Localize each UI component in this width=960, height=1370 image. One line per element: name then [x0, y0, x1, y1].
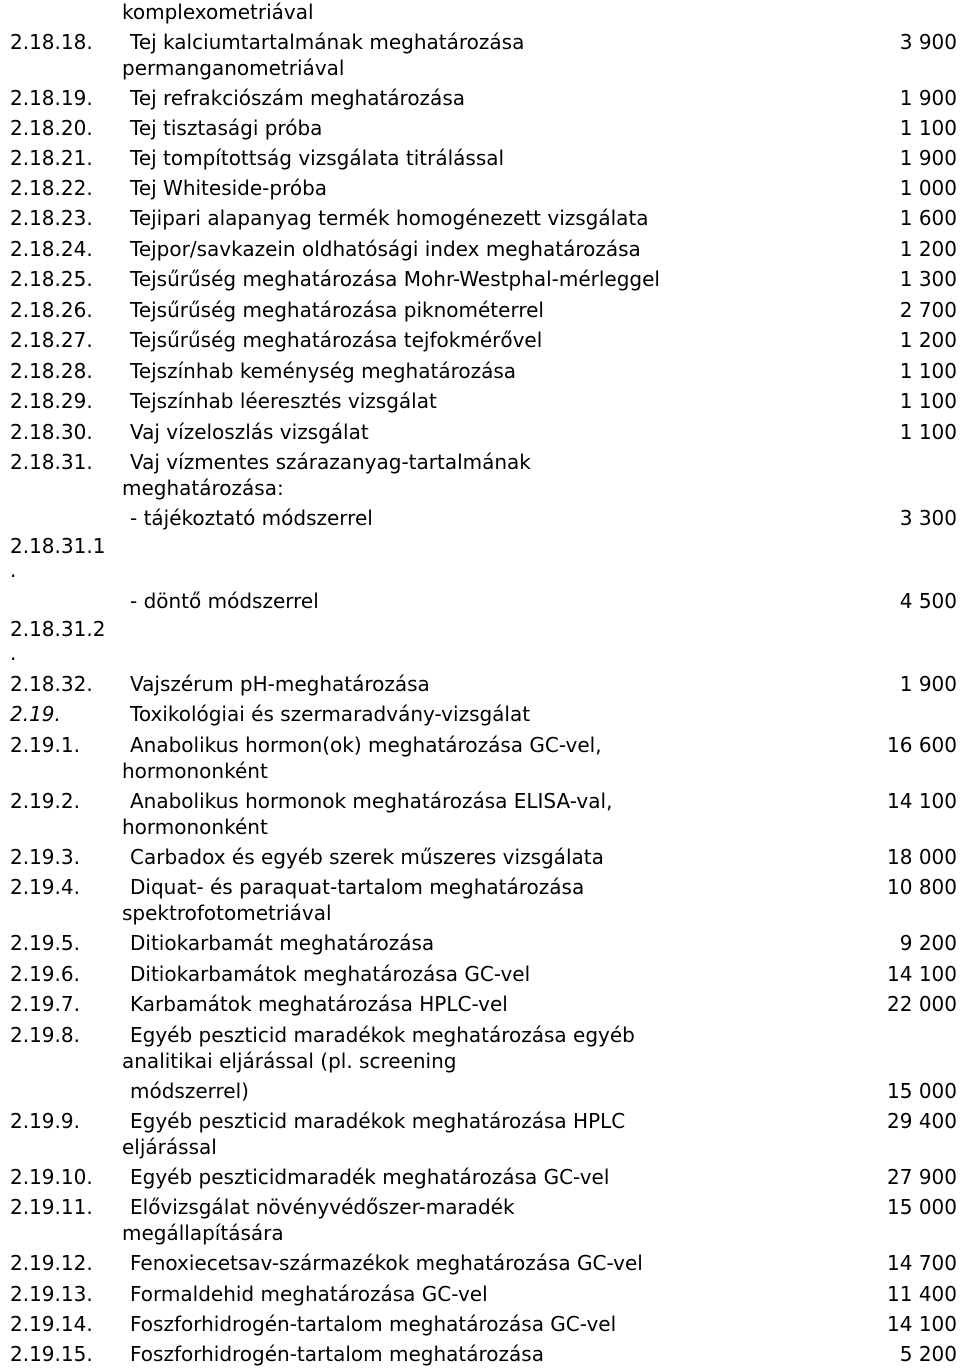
row-description: Ditiokarbamátok meghatározása GC-vel [130, 962, 531, 986]
row-code-continued: . [10, 641, 17, 665]
row-code: 2.18.31.2 [10, 617, 106, 641]
row-description: Carbadox és egyéb szerek műszeres vizsgálata [130, 845, 604, 869]
section-code: 2.19. [10, 702, 61, 726]
row-description: Tej kalciumtartalmának meghatározása [130, 30, 525, 54]
row-description: Tejipari alapanyag termék homogénezett vizsgálata [130, 206, 649, 230]
row-description: Tejsűrűség meghatározása tejfokmérővel [130, 328, 543, 352]
row-description: Tejsűrűség meghatározása piknométerrel [130, 298, 544, 322]
row-price: 3 300 [899, 506, 957, 530]
row-description: Anabolikus hormonok meghatározása ELISA-val, [130, 789, 613, 813]
row-price: 1 900 [899, 672, 957, 696]
row-price: 2 700 [899, 298, 957, 322]
row-description: Karbamátok meghatározása HPLC-vel [130, 992, 508, 1016]
row-price: 5 200 [899, 1342, 957, 1366]
row-price: 27 900 [887, 1165, 957, 1189]
row-code: 2.18.31. [10, 450, 93, 474]
row-description: Tejpor/savkazein oldhatósági index meghatározása [130, 237, 641, 261]
row-code: 2.19.9. [10, 1109, 80, 1133]
row-description-continued: analitikai eljárással (pl. screening [122, 1049, 457, 1073]
row-description-continued: hormononként [122, 815, 268, 839]
row-description: Ditiokarbamát meghatározása [130, 931, 435, 955]
row-code: 2.19.3. [10, 845, 80, 869]
row-price: 1 100 [899, 389, 957, 413]
row-price: 29 400 [887, 1109, 957, 1133]
row-description-continued: megállapítására [122, 1221, 284, 1245]
row-description: Diquat- és paraquat-tartalom meghatározása [130, 875, 585, 899]
row-code: 2.19.2. [10, 789, 80, 813]
row-description: módszerrel) [130, 1079, 249, 1103]
row-code: 2.18.32. [10, 672, 93, 696]
row-price: 14 700 [887, 1251, 957, 1275]
row-code: 2.18.21. [10, 146, 93, 170]
row-description: - döntő módszerrel [130, 589, 319, 613]
row-description: Tej refrakciószám meghatározása [130, 86, 465, 110]
row-description: - tájékoztató módszerrel [130, 506, 373, 530]
row-price: 1 100 [899, 420, 957, 444]
row-code: 2.19.1. [10, 733, 80, 757]
row-price: 10 800 [887, 875, 957, 899]
row-code: 2.18.22. [10, 176, 93, 200]
row-price: 1 900 [899, 146, 957, 170]
row-price: 11 400 [887, 1282, 957, 1306]
row-price: 14 100 [887, 962, 957, 986]
row-description: Vaj vízmentes szárazanyag-tartalmának [130, 450, 531, 474]
row-code-continued: . [10, 558, 17, 582]
row-description: Tejszínhab léeresztés vizsgálat [130, 389, 437, 413]
row-description: Egyéb peszticid maradékok meghatározása HPLC [130, 1109, 626, 1133]
row-price: 9 200 [899, 931, 957, 955]
row-description: Foszforhidrogén-tartalom meghatározása GC-vel [130, 1312, 617, 1336]
row-code: 2.18.20. [10, 116, 93, 140]
row-price: 1 200 [899, 328, 957, 352]
row-price: 4 500 [899, 589, 957, 613]
row-price: 16 600 [887, 733, 957, 757]
row-code: 2.19.14. [10, 1312, 93, 1336]
row-description-continued: eljárással [122, 1135, 217, 1159]
section-title: Toxikológiai és szermaradvány-vizsgálat [130, 702, 531, 726]
row-description: Foszforhidrogén-tartalom meghatározása [130, 1342, 544, 1366]
row-code: 2.18.23. [10, 206, 93, 230]
row-price: 22 000 [887, 992, 957, 1016]
row-code: 2.19.11. [10, 1195, 93, 1219]
row-price: 1 600 [899, 206, 957, 230]
row-code: 2.19.10. [10, 1165, 93, 1189]
row-code: 2.19.6. [10, 962, 80, 986]
row-description: Anabolikus hormon(ok) meghatározása GC-vel, [130, 733, 602, 757]
row-code: 2.18.19. [10, 86, 93, 110]
row-code: 2.18.28. [10, 359, 93, 383]
row-code: 2.19.12. [10, 1251, 93, 1275]
row-description-continued: permanganometriával [122, 56, 345, 80]
row-price: 14 100 [887, 1312, 957, 1336]
row-price: 18 000 [887, 845, 957, 869]
row-price: 14 100 [887, 789, 957, 813]
row-code: 2.19.7. [10, 992, 80, 1016]
row-price: 15 000 [887, 1195, 957, 1219]
row-code: 2.19.4. [10, 875, 80, 899]
row-description-continued: hormononként [122, 759, 268, 783]
row-code: 2.19.8. [10, 1023, 80, 1047]
row-price: 1 100 [899, 116, 957, 140]
row-description: Formaldehid meghatározása GC-vel [130, 1282, 488, 1306]
row-description: Tej tisztasági próba [130, 116, 323, 140]
row-description-continued: komplexometriával [122, 0, 314, 24]
row-description: Fenoxiecetsav-származékok meghatározása GC-vel [130, 1251, 643, 1275]
row-code: 2.18.18. [10, 30, 93, 54]
row-code: 2.18.27. [10, 328, 93, 352]
row-code: 2.18.24. [10, 237, 93, 261]
row-description: Tejsűrűség meghatározása Mohr-Westphal-mérleggel [130, 267, 660, 291]
row-description: Tej tompítottság vizsgálata titrálással [130, 146, 505, 170]
row-price: 1 300 [899, 267, 957, 291]
row-price: 1 000 [899, 176, 957, 200]
row-price: 1 900 [899, 86, 957, 110]
row-description-continued: spektrofotometriával [122, 901, 332, 925]
row-code: 2.18.31.1 [10, 534, 106, 558]
row-code: 2.19.15. [10, 1342, 93, 1366]
row-description: Egyéb peszticidmaradék meghatározása GC-vel [130, 1165, 610, 1189]
row-code: 2.19.13. [10, 1282, 93, 1306]
row-code: 2.19.5. [10, 931, 80, 955]
row-description: Egyéb peszticid maradékok meghatározása egyéb [130, 1023, 635, 1047]
row-description-continued: meghatározása: [122, 476, 284, 500]
row-price: 1 200 [899, 237, 957, 261]
row-description: Tejszínhab keménység meghatározása [130, 359, 517, 383]
row-description: Tej Whiteside-próba [130, 176, 328, 200]
row-description: Elővizsgálat növényvédőszer-maradék [130, 1195, 515, 1219]
row-description: Vaj vízeloszlás vizsgálat [130, 420, 369, 444]
row-description: Vajszérum pH-meghatározása [130, 672, 430, 696]
row-code: 2.18.26. [10, 298, 93, 322]
row-price: 1 100 [899, 359, 957, 383]
row-code: 2.18.30. [10, 420, 93, 444]
row-code: 2.18.25. [10, 267, 93, 291]
row-price: 3 900 [899, 30, 957, 54]
row-code: 2.18.29. [10, 389, 93, 413]
row-price: 15 000 [887, 1079, 957, 1103]
